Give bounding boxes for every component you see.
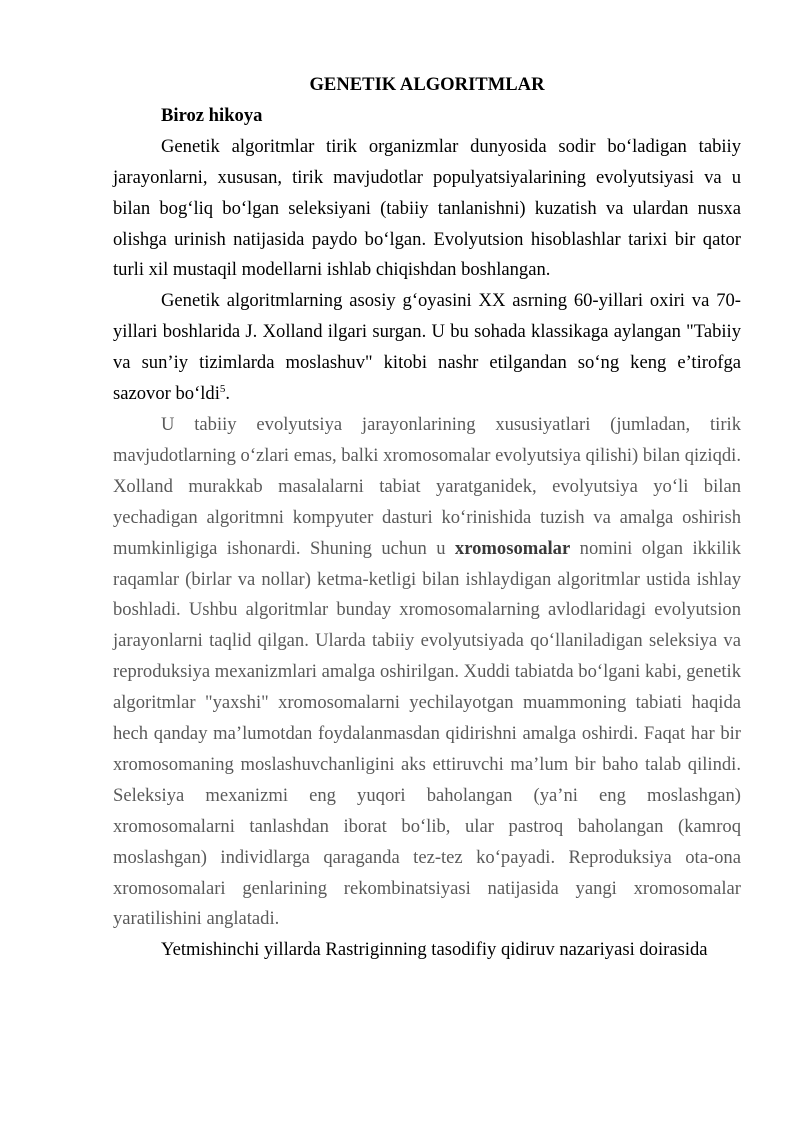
document-title: GENETIK ALGORITMLAR (309, 74, 545, 95)
paragraph-chromosomes-part-a: U tabiiy evolyutsiya jarayonlarining xususiyatlari (jumladan, tirik mavjudotlarning o‘zlari emas, balki xromosomalar evolyutsiya qilishi) bilan qiziqdi. Xolland murakkab masalalarni tabiat yaratganidek, evolyutsiya yo‘li bilan yechadigan algoritmni kompyuter dasturi ko‘rinishida tuzish va amalga oshirish mumkinligiga ishonardi. Shuning uchun u (113, 413, 741, 559)
term-xromosomalar: xromosomalar (454, 537, 571, 559)
section-heading: Biroz hikoya (161, 104, 263, 126)
paragraph-holland (113, 286, 741, 410)
paragraph-holland-end: . (225, 383, 231, 405)
paragraph-chromosomes-part-b: nomini olgan ikkilik raqamlar (birlar va nollar) ketma-ketligi bilan ishlaydigan algoritmlar ustida ishlay boshladi. Ushbu algoritmlar bunday xromosomalarning avlodlaridagi evolyutsion jarayonlarni taqlid qilgan. Ularda tabiiy evolyutsiyada qo‘llaniladigan seleksiya va reproduksiya mexanizmlari amalga oshirilgan. Xuddi tabiatda bo‘lgani kabi, genetik algoritmlar "yaxshi" xromosomalarni yechilayotgan muammoning tabiati haqida hech qanday ma’lumotdan foydalanmasdan qidirishni amalga oshirdi. Faqat har bir xromosomaning moslashuvchanligini aks ettiruvchi ma’lum bir baho talab qilindi. Seleksiya mexanizmi eng yuqori baholangan (ya’ni eng moslashgan) xromosomalarni tanlashdan iborat bo‘lib, ular pastroq baholangan (kamroq moslashgan) individlarga qaraganda tez-tez ko‘payadi. Reproduksiya ota-ona xromosomalari genlarining rekombinatsiyasi natijasida yangi xromosomalar yaratilishini anglatadi. (113, 537, 741, 930)
paragraph-holland-text: Genetik algoritmlarning asosiy g‘oyasini XX asrning 60-yillari oxiri va 70-yillari boshlarida J. Xolland ilgari surgan. U bu sohada klassikaga aylangan "Tabiiy va sun’iy tizimlarda moslashuv" kitobi nashr etilgandan so‘ng keng e’tirofga sazovor bo‘ldi (113, 290, 741, 405)
paragraph-rastrigin: Yetmishinchi yillarda Rastriginning tasodifiy qidiruv nazariyasi doirasida (161, 939, 708, 961)
paragraph-chromosomes (113, 410, 741, 935)
paragraph-intro: Genetik algoritmlar tirik organizmlar dunyosida sodir bo‘ladigan tabiiy jarayonlarni, xususan, tirik mavjudotlar populyatsiyalarining evolyutsiyasi va u bilan bog‘liq bo‘lgan seleksiyani (tabiiy tanlanishni) kuzatish va ulardan nusxa olishga urinish natijasida paydo bo‘lgan. Evolyutsion hisoblashlar tarixi bir qator turli xil mustaqil modellarni ishlab chiqishdan boshlangan. (113, 135, 741, 281)
document-page (113, 70, 741, 966)
footnote-marker: 5 (219, 382, 226, 395)
